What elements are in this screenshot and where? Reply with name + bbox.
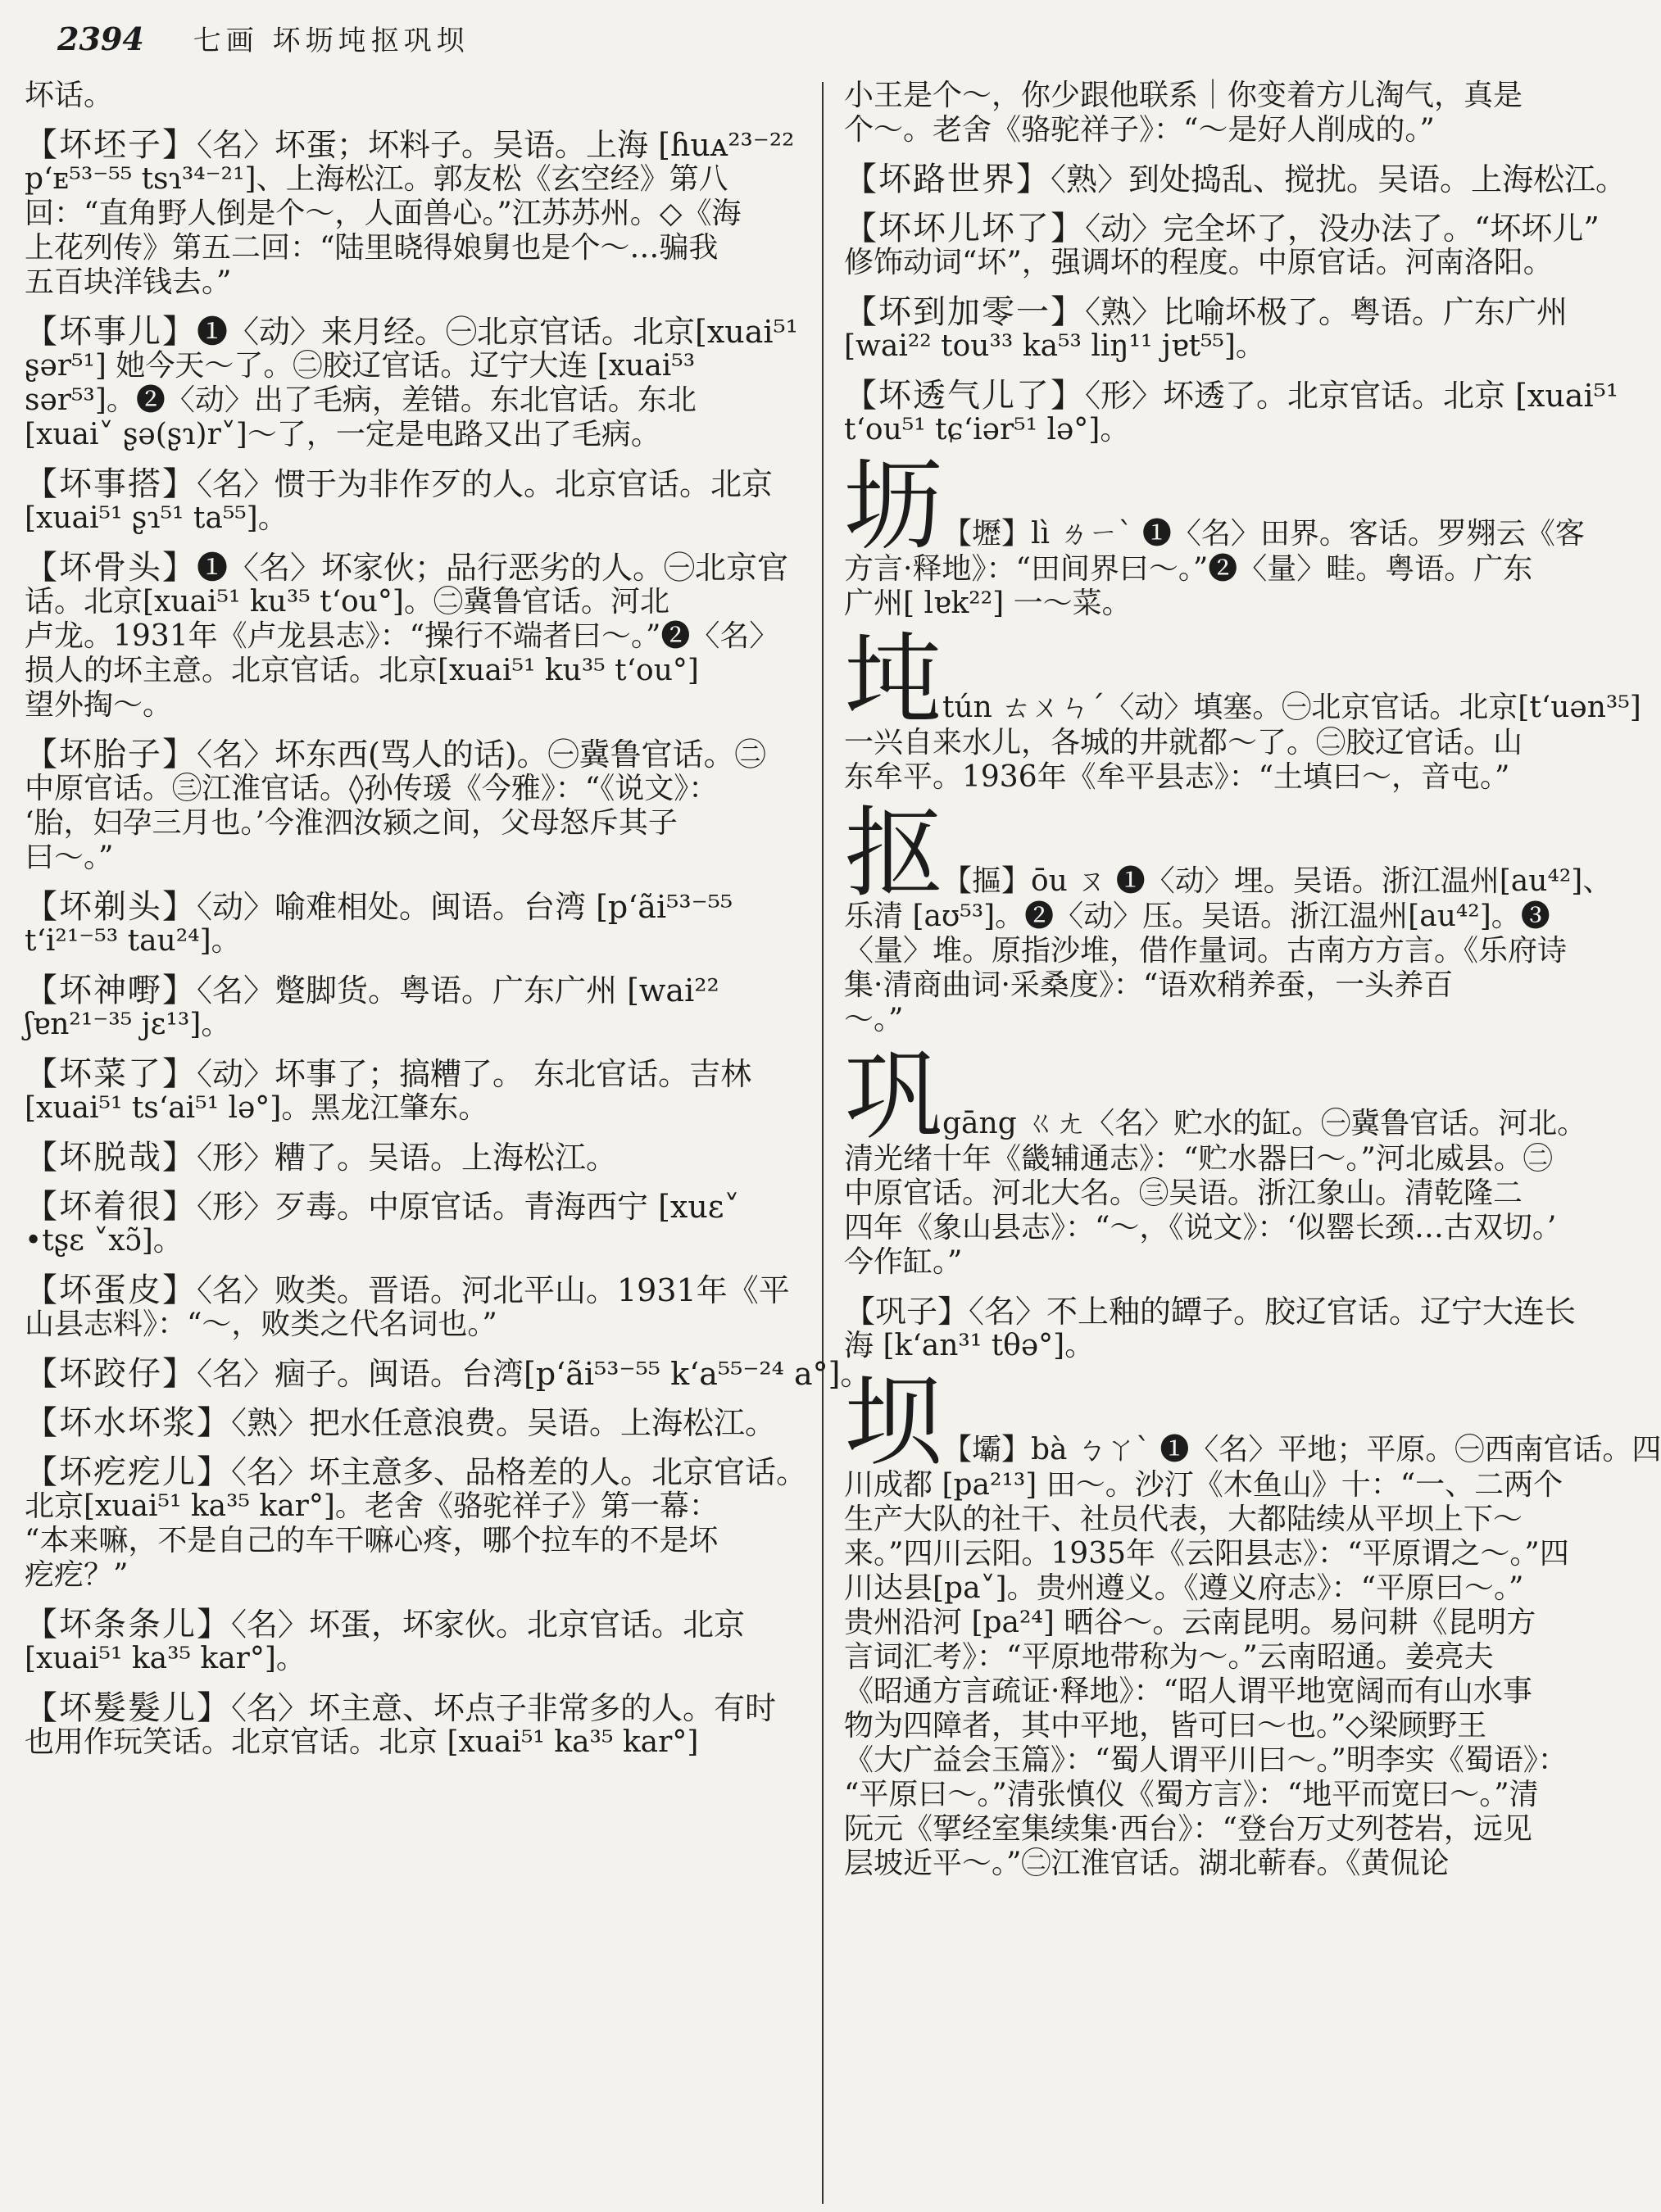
page-number: 2394 [57,20,144,57]
entry-headword: 【坏坏儿坏了】 [844,210,1085,247]
dictionary-entry [25,1342,872,1393]
entry-text-line: 海 [kʻan³¹ tθə°]。 [844,1329,1095,1362]
entry-headword: 【坏菜了】 [25,1055,197,1093]
entry-text-line: 《昭通方言疏证·释地》：“昭人谓平地宽阔而有山水事 [844,1675,1532,1708]
entry-text-line: 〈量〉堆。原指沙堆，借作量词。古南方方言。《乐府诗 [844,934,1568,968]
character-entry-first [942,1432,1661,1468]
character-entry [844,1294,1614,1363]
entry-text-line: 【壩】bà ㄅㄚˋ ❶〈名〉平地；平原。㊀西南官话。四 [942,1433,1661,1466]
entry-first-line [25,551,795,585]
entry-text-line: 话。北京[xuai⁵¹ ku³⁵ tʻou°]。㊁冀鲁官话。河北 [25,585,669,619]
dictionary-entry [844,147,1627,198]
entry-text-line: 上花列传》第五二回：“陆里晓得娘舅也是个～…骗我 [25,231,719,265]
entry-first-line [25,1406,795,1440]
entry-headword: 【坏骨头】 [25,549,197,587]
character-entry-first [942,516,1614,552]
dictionary-entry [25,959,795,1042]
entry-text-line: 东牟平。1936年《牟平县志》：“土填曰～，音屯。” [844,760,1510,794]
character-entry-head [844,797,1614,911]
entry-definition: 〈形〉歹毒。中原官话。青海西宁 [xuɛ˅ [197,1189,740,1225]
entry-text-line: 修饰动词“坏”，强调坏的程度。中原官话。河南洛阳。 [844,246,1553,279]
entry-first-line [25,1273,795,1308]
entry-definition: 〈名〉痼子。闽语。台湾[pʻãi⁵³⁻⁵⁵ kʻa⁵⁵⁻²⁴ a°]。 [197,1356,872,1392]
entry-text-line: ʃɐn²¹⁻³⁵ jɛ¹³]。 [25,1008,231,1041]
entry-text-line: 疙疙？” [25,1558,129,1592]
entry-spacing [844,621,1614,636]
entry-definition: ❶〈动〉来月经。㊀北京官话。北京[xuai⁵¹ [197,314,799,350]
headword-character: 坉 [844,623,942,737]
entry-text-line: 阮元《揅经室集续集·西台》：“登台万丈列苍岩，远见 [844,1812,1532,1846]
entry-text-line: 川成都 [pa²¹³] 田～。沙汀《木鱼山》十：“一、二两个 [844,1468,1563,1502]
entry-definition: 〈动〉喻难相处。闽语。台湾 [pʻãi⁵³⁻⁵⁵ [197,889,733,925]
headword-character: 坝 [844,1366,942,1480]
entry-text-line: ～。” [844,1003,904,1036]
entry-definition: 〈熟〉到处捣乱、搅扰。吴语。上海松江。 [1051,161,1627,197]
entry-text-line: 一兴自来水儿，各城的井就都～了。㊁胶辽官话。山 [844,726,1523,759]
entry-headword: 【坏到加零一】 [844,293,1085,331]
entry-definition: 〈名〉惯于为非作歹的人。北京官话。北京 [197,466,774,502]
dictionary-entry [25,1042,795,1126]
entry-text-line: 广州[ lɐk²²] 一～菜。 [844,587,1132,620]
dictionary-entry [25,1440,808,1593]
entry-text-line: 来。”四川云阳。1935年《云阳县志》：“平原谓之～。”四 [844,1537,1569,1571]
entry-definition: 〈名〉坏主意多、品格差的人。北京官话。 [231,1454,808,1490]
entry-first-line [25,1453,808,1491]
entry-definition: 〈名〉败类。晋语。河北平山。1931年《平 [197,1272,790,1308]
dictionary-entry [844,79,1614,147]
entry-text-line: [xuai⁵¹ ʂɿ⁵¹ ta⁵⁵]。 [25,501,288,535]
entry-first-line [25,1057,795,1091]
entry-spacing [844,1037,1614,1052]
entry-text-line: 层坡近平～。”㊁江淮官话。湖北蕲春。《黄侃论 [844,1847,1450,1880]
entry-text-line: 贵州沿河 [pa²⁴] 晒谷～。云南昆明。易问耕《昆明方 [844,1606,1536,1639]
dictionary-entry [25,452,795,536]
entry-definition: 〈动〉坏事了；搞糟了。 东北官话。吉林 [197,1056,752,1092]
entry-definition: 〈形〉坏透了。北京官话。北京 [xuai⁵¹ [1085,378,1619,414]
entry-headword: 【坏事搭】 [25,465,197,503]
entry-first-line [25,1691,795,1725]
entry-first-line [844,377,1619,415]
entry-first-line [25,1355,872,1393]
entry-first-line [25,973,795,1008]
entry-text-line: 小王是个～，你少跟他联系｜你变着方儿淘气，真是 [844,79,1523,112]
character-entry-head [844,450,1614,564]
entry-text-line: 【壢】lì ㄌㄧˋ ❶〈名〉田界。客话。罗翙云《客 [942,517,1585,551]
entry-text-line: 坏话。 [25,79,114,112]
dictionary-entry [844,280,1614,364]
entry-headword: 【坏剃头】 [25,888,197,926]
entry-text-line: 五百块洋钱去。” [25,265,232,299]
entry-first-line [25,737,795,772]
character-entry [844,1040,1614,1280]
headword-character: 巩 [844,1040,942,1154]
dictionary-entry [25,1175,795,1258]
entry-text-line: [wai²² tou³³ ka⁵³ liŋ¹¹ jɐt⁵⁵]。 [844,329,1265,363]
entry-headword: 【坏跤仔】 [25,1355,197,1393]
entry-definition: 〈形〉糟了。吴语。上海松江。 [197,1140,618,1176]
dictionary-entry [25,1593,795,1676]
entry-text-line: tún ㄊㄨㄣˊ〈动〉填塞。㊀北京官话。北京[tʻuən³⁵] [942,691,1641,724]
entry-headword: 【坏疙疙儿】 [25,1453,231,1491]
entry-text-line: 【摳】ōu ㄡ ❶〈动〉埋。吴语。浙江温州[au⁴²]、 [942,864,1613,898]
dictionary-entry [25,875,795,959]
entry-text-line: 个～。老舍《骆驼祥子》：“～是好人削成的。” [844,113,1435,147]
entry-text-line: tʻi²¹⁻⁵³ tau²⁴]。 [25,924,241,958]
entry-text-line: 集·清商曲词·采桑度》：“语欢稍养蚕，一头养百 [844,968,1454,1002]
character-entry [844,623,1641,795]
left-column [25,79,872,1760]
entry-headword: 【坏透气儿了】 [844,377,1085,415]
entry-definition: 〈熟〉比喻坏极了。粤语。广东广州 [1085,294,1568,330]
entry-headword: 【坏胎子】 [25,736,197,773]
dictionary-entry [844,364,1619,447]
entry-text-line: 望外掏～。 [25,688,173,722]
entry-text-line: [xuai˅ ʂə(ʂɿ)r˅]～了，一定是电路又出了毛病。 [25,418,660,451]
entry-definition: 〈动〉完全坏了，没办法了。“坏坏儿” [1085,211,1600,247]
entry-first-line [25,1140,795,1175]
dictionary-entry [25,1126,795,1175]
entry-spacing [844,795,1614,809]
entry-text-line: [xuai⁵¹ ka³⁵ kar°]。 [25,1642,306,1675]
dictionary-entry [25,723,795,875]
entry-definition: 〈名〉蹩脚货。粤语。广东广州 [wai²² [197,972,719,1009]
entry-text-line: 回：“直角野人倒是个～，人面兽心。”江苏苏州。◇《海 [25,197,742,230]
character-entry-head [844,1040,1614,1154]
character-entry-first [942,863,1614,900]
entry-first-line [844,295,1614,329]
dictionary-entry [25,113,795,300]
entry-text-line: “本来嘛，不是自己的车干嘛心疼，哪个拉车的不是坏 [25,1524,719,1557]
character-entry [844,450,1614,621]
entry-definition: 〈熟〉把水任意浪费。吴语。上海松江。 [231,1405,777,1441]
dictionary-entry [25,300,799,452]
character-entry-first [942,690,1641,726]
entry-headword: 【坏水坏浆】 [25,1404,231,1442]
entry-first-line [844,161,1627,198]
entry-text-line: 中原官话。㊂江淮官话。◊孙传瑗《今雅》：“《说文》： [25,772,719,805]
entry-text-line: 卢龙。1931年《卢龙县志》：“操行不端者曰～。”❷〈名〉 [25,619,779,653]
entry-text-line: “平原曰～。”清张慎仪《蜀方言》：“地平而宽曰～。”清 [844,1778,1539,1811]
entry-text-line: sər⁵³]。❷〈动〉出了毛病，差错。东北官话。东北 [25,383,697,417]
entry-text-line: 也用作玩笑话。北京官话。北京 [xuai⁵¹ ka³⁵ kar°] [25,1725,699,1759]
dictionary-entry [25,536,795,723]
entry-text-line: 乐清 [aʊ⁵³]。❷〈动〉压。吴语。浙江温州[au⁴²]。❸ [844,900,1550,933]
dictionary-entry [25,1391,795,1440]
entry-headword: 【坏脱哉】 [25,1139,197,1176]
dictionary-entry [25,1676,795,1760]
character-entry-first [942,1106,1614,1142]
entry-headword: 【坏事儿】 [25,313,197,351]
entry-spacing [844,447,1614,462]
entry-first-line [25,1607,795,1642]
character-entry [844,797,1614,1037]
column-divider [822,82,824,2204]
entry-text-line: •tʂɛ ˅xɔ̃]。 [25,1224,183,1258]
page-header [57,18,1614,75]
entry-text-line: [xuai⁵¹ tsʻai⁵¹ lə°]。黑龙江肇东。 [25,1091,488,1125]
headword-character: 坜 [844,450,942,564]
entry-first-line [25,467,795,501]
character-entry-head [844,1366,1661,1480]
entry-text-line: 川达县[pa˅]。贵州遵义。《遵义府志》：“平原曰～。” [844,1571,1524,1605]
entry-text-line: ʂər⁵¹] 她今天～了。㊁胶辽官话。辽宁大连 [xuai⁵³ [25,349,696,383]
entry-first-line [25,128,795,162]
entry-text-line: 北京[xuai⁵¹ ka³⁵ kar°]。老舍《骆驼祥子》第一幕： [25,1489,719,1523]
page-header-title: 七画 坏坜坉抠巩坝 [193,25,470,57]
entry-spacing [844,1363,1614,1378]
entry-text-line: ‘胎，妇孕三月也。’今淮泗汝颍之间，父母怒斥其子 [25,806,678,840]
entry-text-line: gāng ㄍㄤ〈名〉贮水的缸。㊀冀鲁官话。河北。 [942,1107,1587,1140]
dictionary-entry [25,1258,795,1342]
entry-definition: 〈名〉坏东西(骂人的话)。㊀冀鲁官话。㊁ [197,737,766,773]
entry-text-line: 中原官话。河北大名。㊂吴语。浙江象山。清乾隆二 [844,1176,1523,1210]
entry-headword: 【坏髮髮儿】 [25,1689,231,1727]
right-column [844,79,1661,1881]
entry-text-line: 今作缸。” [844,1245,963,1279]
entry-definition: ❶〈名〉坏家伙；品行恶劣的人。㊀北京官 [197,550,789,586]
entry-headword: 【坏着很】 [25,1188,197,1226]
entry-text-line: tʻou⁵¹ tɕʻiər⁵¹ lə°]。 [844,413,1130,446]
entry-text-line: 山县志料》：“～，败类之代名词也。” [25,1308,497,1341]
entry-headword: 【坏路世界】 [844,161,1051,198]
entry-text-line: 言词汇考》：“平原地带称为～。”云南昭通。姜亮夫 [844,1640,1494,1674]
entry-first-line [25,313,799,351]
entry-text-line: pʻᴇ⁵³⁻⁵⁵ tsɿ³⁴⁻²¹]、上海松江。郭友松《玄空经》第八 [25,162,728,196]
entry-first-line [844,211,1614,246]
entry-definition: 〈名〉坏主意、坏点子非常多的人。有时 [231,1690,777,1726]
entry-text-line: 曰～。” [25,841,114,874]
character-entry-head [844,623,1641,737]
dictionary-entry [25,79,795,113]
entry-headword: 【坏坯子】 [25,126,197,164]
entry-text-line: 损人的坏主意。北京官话。北京[xuai⁵¹ ku³⁵ tʻou°] [25,654,699,687]
entry-text-line: 清光绪十年《畿辅通志》：“贮水器曰～。”河北威县。㊁ [844,1142,1553,1176]
entry-text-line: 四年《象山县志》：“～，《说文》：‘似罂长颈…古双切。’ [844,1211,1557,1244]
entry-spacing [844,1280,1614,1294]
entry-first-line [25,1190,795,1224]
entry-definition: 〈名〉坏蛋；坏料子。吴语。上海 [ɦuᴀ²³⁻²² [197,127,795,163]
entry-text-line: 《大广益会玉篇》：“蜀人谓平川曰～。”明李实《蜀语》： [844,1743,1568,1777]
dictionary-entry [844,197,1614,280]
entry-definition: 〈名〉坏蛋，坏家伙。北京官话。北京 [231,1607,746,1643]
entry-first-line [25,890,795,924]
entry-headword: 【坏蛋皮】 [25,1271,197,1309]
entry-headword: 【坏条条儿】 [25,1606,231,1643]
entry-text-line: 生产大队的社干、社员代表，大都陆续从平坝上下～ [844,1503,1523,1536]
entry-first-line: 【巩子】〈名〉不上釉的罈子。胶辽官话。辽宁大连长 [844,1294,1577,1330]
entry-headword: 【坏神嘢】 [25,972,197,1009]
character-entry [844,1366,1661,1881]
headword-character: 抠 [844,797,942,911]
entry-text-line: 物为四障者，其中平地，皆可曰～也。”◇梁顾野王 [844,1709,1487,1743]
entry-text-line: 方言·释地》：“田间界曰～。”❷〈量〉畦。粤语。广东 [844,552,1533,586]
